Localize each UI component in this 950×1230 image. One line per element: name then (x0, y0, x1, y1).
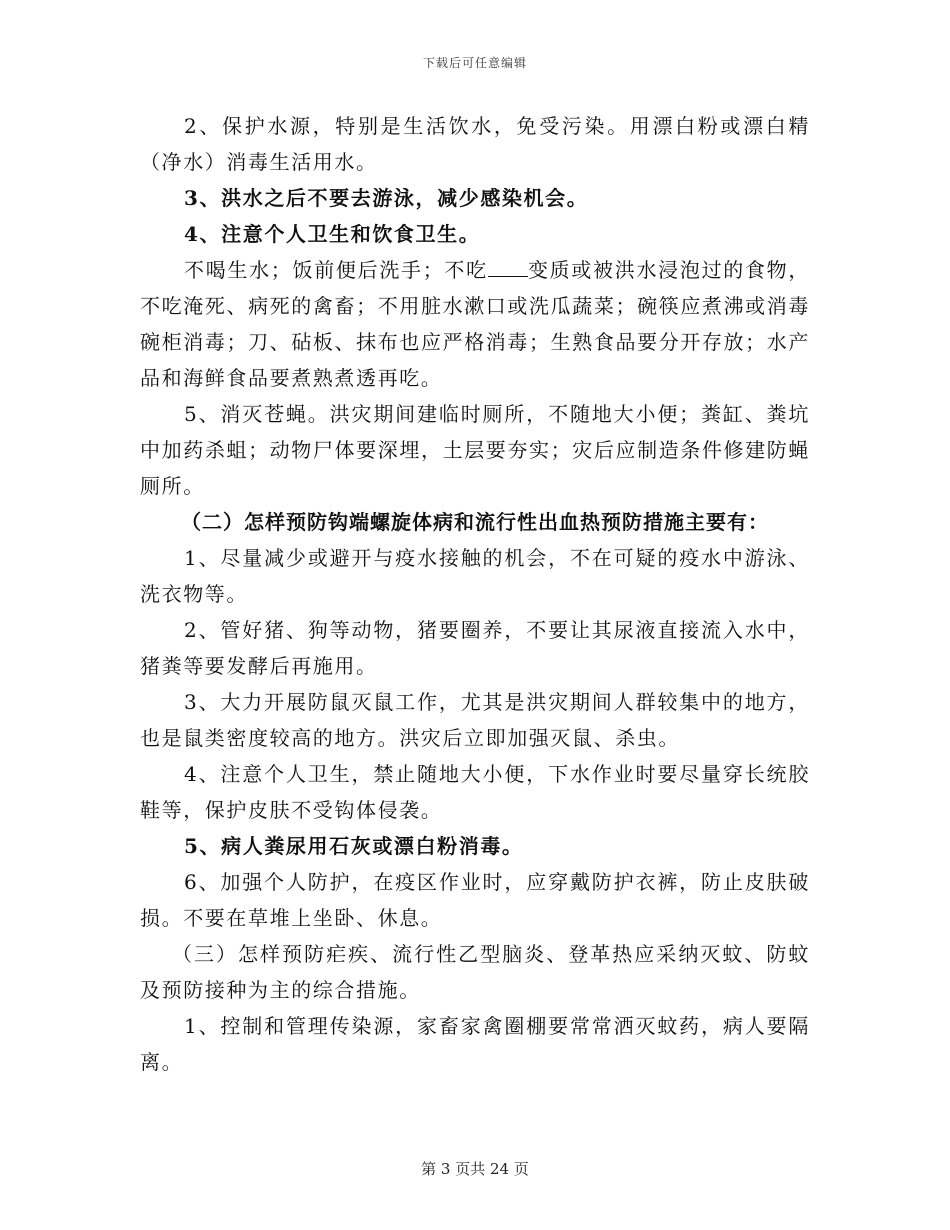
document-body (140, 108, 810, 1080)
blank-underline (488, 258, 528, 277)
paragraph-avoid-water: 1、尽量减少或避开与疫水接触的机会，不在可疑的疫水中游泳、洗衣物等。 (140, 546, 810, 606)
paragraph-protect-water: 2、保护水源，特别是生活饮水，免受污染。用漂白粉或漂白精（净水）消毒生活用水。 (140, 114, 810, 174)
paragraph-hygiene-heading: 4、注意个人卫生和饮食卫生。 (184, 222, 481, 246)
paragraph-kill-flies: 5、消灭苍蝇。洪灾期间建临时厕所，不随地大小便；粪缸、粪坑中加药杀蛆；动物尸体要深埋，土层要夯实；灾后应制造条件修建防蝇厕所。 (140, 402, 810, 498)
paragraph-rodent-control: 3、大力开展防鼠灭鼠工作，尤其是洪灾期间人群较集中的地方，也是鼠类密度较高的地方。洪灾后立即加强灭鼠、杀虫。 (140, 690, 810, 750)
section-heading-malaria: （三）怎样预防疟疾、流行性乙型脑炎、登革热应采纳灭蚊、防蚊及预防接种为主的综合措施。 (140, 942, 810, 1002)
page-number-footer: 第 3 页共 24 页 (421, 1160, 529, 1178)
paragraph-manage-animals: 2、管好猪、狗等动物，猪要圈养，不要让其尿液直接流入水中，猪粪等要发酵后再施用。 (140, 618, 810, 678)
section-heading-leptospirosis: （二）怎样预防钩端螺旋体病和流行性出血热预防措施主要有： (181, 510, 769, 534)
paragraph-disinfect-waste: 5、病人粪尿用石灰或漂白粉消毒。 (184, 834, 524, 858)
food-hygiene-text-start: 不喝生水；饭前便后洗手；不吃 (184, 258, 488, 282)
header-note: 下载后可任意编辑 (422, 56, 527, 70)
paragraph-personal-hygiene: 4、注意个人卫生，禁止随地大小便，下水作业时要尽量穿长统胶鞋等，保护皮肤不受钩体侵袭。 (140, 762, 810, 822)
paragraph-food-hygiene (140, 252, 810, 396)
paragraph-no-swimming: 3、洪水之后不要去游泳，减少感染机会。 (184, 186, 589, 210)
food-hygiene-text-end: 变质或被洪水浸泡过的食物，不吃淹死、病死的禽畜；不用脏水漱口或洗瓜蔬菜；碗筷应煮沸或消毒碗柜消毒；刀、砧板、抹布也应严格消毒；生熟食品要分开存放；水产品和海鲜食品要煮熟煮透再吃。 (140, 258, 810, 390)
paragraph-personal-protection: 6、加强个人防护，在疫区作业时，应穿戴防护衣裤，防止皮肤破损。不要在草堆上坐卧、休息。 (140, 870, 810, 930)
paragraph-control-source: 1、控制和管理传染源，家畜家禽圈棚要常常洒灭蚊药，病人要隔离。 (140, 1014, 810, 1074)
